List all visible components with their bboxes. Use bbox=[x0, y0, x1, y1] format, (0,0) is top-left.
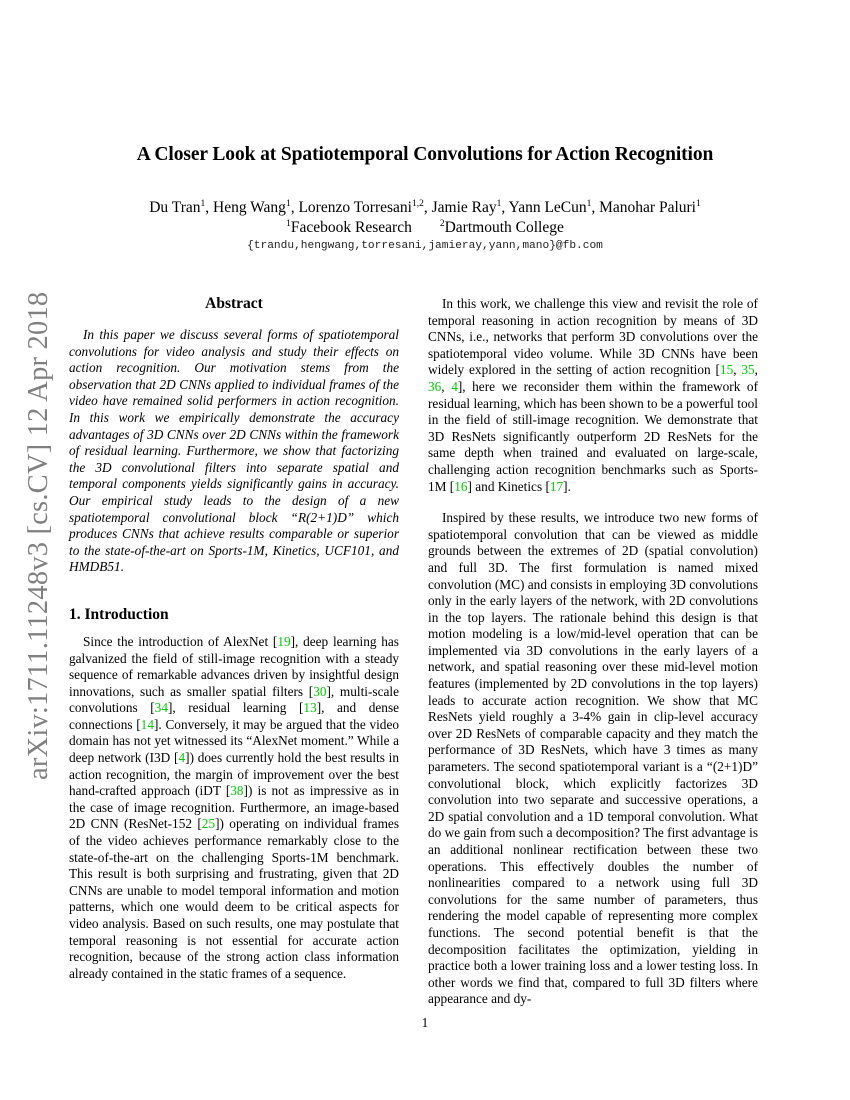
author-affil-mark: 1 bbox=[496, 199, 502, 209]
paper-title: A Closer Look at Spatiotemporal Convolutions for Action Recognition bbox=[136, 144, 714, 165]
left-column bbox=[69, 295, 399, 982]
author-affil-mark: 1 bbox=[696, 199, 701, 209]
citation-link[interactable]: 13 bbox=[303, 700, 317, 716]
author-affil-mark: 1 bbox=[200, 199, 206, 209]
citation-link[interactable]: 25 bbox=[201, 816, 216, 832]
author: Du Tran bbox=[149, 199, 201, 216]
affiliation: Dartmouth College bbox=[444, 219, 564, 236]
citation-link[interactable]: 4 bbox=[451, 378, 458, 394]
citation-link[interactable]: 30 bbox=[313, 683, 327, 699]
author-affil-mark: 1,2 bbox=[411, 199, 424, 209]
affiliation: Facebook Research bbox=[290, 219, 412, 236]
citation-link[interactable]: 14 bbox=[140, 716, 154, 732]
intro-paragraph: Since the introduction of AlexNet [19], deep learning has galvanized the field of still-image recognition with a steady sequence of remarkable advances driven by insightful design innovations, such as smaller spatial filters [30], multi-scale convolutions [34], residual learning [13], and dense connections [14]. Conversely, it may be argued that the video domain has not yet witnessed its “AlexNet moment.” While a deep network (I3D [4]) does currently hold the best results in action recognition, the margin of improvement over the best hand-crafted approach (iDT [38]) is not as impressive as in the case of image recognition. Furthermore, an image-based 2D CNN (ResNet-152 [25]) operating on individual frames of the video achieves performance remarkably close to the state-of-the-art on the challenging Sports-1M benchmark. This result is both surprising and frustrating, given that 2D CNNs are unable to model temporal information and motion patterns, which one would deem to be critical aspects for video analysis. Based on such results, one may postulate that temporal reasoning is not essential for accurate action recognition, because of the strong action class information already contained in the static frames of a sequence. bbox=[69, 633, 400, 981]
author-emails: {trandu,hengwang,torresani,jamieray,yann,mano}@fb.com bbox=[247, 240, 603, 252]
arxiv-identifier-stamp: arXiv:1711.11248v3 [cs.CV] 12 Apr 2018 bbox=[23, 291, 54, 780]
citation-link[interactable]: 17 bbox=[549, 478, 564, 494]
citation-link[interactable]: 15 bbox=[719, 362, 734, 378]
section-heading-introduction: 1. Introduction bbox=[69, 605, 169, 623]
citation-link[interactable]: 34 bbox=[154, 700, 168, 716]
author-affil-mark: 1 bbox=[285, 199, 291, 209]
citation-link[interactable]: 35 bbox=[741, 362, 755, 378]
right-column bbox=[428, 296, 758, 1008]
citation-link[interactable]: 4 bbox=[178, 750, 186, 766]
citation-link[interactable]: 19 bbox=[277, 633, 291, 649]
author-affil-mark: 1 bbox=[586, 199, 592, 209]
author: Lorenzo Torresani bbox=[298, 199, 412, 216]
author: Heng Wang bbox=[213, 199, 286, 216]
affil-mark: 1 bbox=[286, 219, 291, 229]
citation-link[interactable]: 16 bbox=[454, 478, 468, 494]
author: Jamie Ray bbox=[431, 199, 497, 216]
author: Yann LeCun bbox=[508, 199, 587, 216]
citation-link[interactable]: 38 bbox=[230, 783, 244, 799]
intro-paragraph: In this work, we challenge this view and revisit the role of temporal reasoning in action recognition by means of 3D CNNs, i.e., networks that perform 3D convolutions over the spatiotemporal video volume. While 3D CNNs have been widely explored in the setting of action recognition [15, 35, 36, 4], here we reconsider them within the framework of residual learning, which has been shown to be a powerful tool in the field of still-image recognition. We demonstrate that 3D ResNets significantly outperform 2D ResNets for the same depth when trained and evaluated on large-scale, challenging action recognition benchmarks such as Sports-1M [16] and Kinetics [17]. bbox=[428, 296, 759, 494]
intro-paragraph: Inspired by these results, we introduce two new forms of spatiotemporal convolution that can be viewed as middle grounds between the extremes of 2D (spatial convolution) and full 3D. The first formulation is named mixed convolution (MC) and consists in employing 3D convolutions only in the early layers of the network, with 2D convolutions in the top layers. The rationale behind this design is that motion modeling is a low/mid-level operation that can be implemented via 3D convolutions in the early layers of a network, and spatial reasoning over these mid-level motion features (implemented by 2D convolutions in the top layers) leads to accurate action recognition. We show that MC ResNets yield roughly a 3-4% gain in clip-level accuracy over 2D ResNets of comparable capacity and they match the performance of 3D ResNets, which have 3 times as many parameters. The second spatiotemporal variant is a “(2+1)D” convolutional block, which explicitly factorizes 3D convolution into two separate and successive operations, a 2D spatial convolution and a 1D temporal convolution. What do we gain from such a decomposition? The first advantage is an additional nonlinear rectification between these two operations. This effectively doubles the number of nonlinearities compared to a network using full 3D convolutions for the same number of parameters, thus rendering the model capable of representing more complex functions. The second potential benefit is that the decomposition facilitates the optimization, yielding in practice both a lower training loss and a lower testing loss. In other words we find that, compared to full 3D filters where appearance and dy- bbox=[428, 510, 758, 1007]
affil-mark: 2 bbox=[439, 219, 445, 229]
citation-link[interactable]: 36 bbox=[428, 378, 442, 394]
author-list: Du Tran$^1$, Heng Wang$^1$, Lorenzo Torresani$^{1,2}$, Jamie Ray$^1$, Yann LeCun$^1$, Manohar Paluri$^1$ bbox=[149, 199, 701, 216]
author: Manohar Paluri bbox=[599, 199, 696, 216]
affiliation-list bbox=[0, 218, 850, 238]
abstract-heading: Abstract bbox=[205, 295, 263, 312]
abstract-text: In this paper we discuss several forms of spatiotemporal convolutions for video analysis and study their effects on action recognition. Our motivation stems from the observation that 2D CNNs applied to individual frames of the video have remained solid performers in action recognition. In this work we empirically demonstrate the accuracy advantages of 3D CNNs over 2D CNNs within the framework of residual learning. Furthermore, we show that factorizing the 3D convolutional filters into separate spatial and temporal components yields significantly gains in accuracy. Our empirical study leads to the design of a new spatiotemporal convolutional block “R(2+1)D” which produces CNNs that achieve results comparable or superior to the state-of-the-art on Sports-1M, Kinetics, UCF101, and HMDB51. bbox=[69, 327, 399, 575]
page-number: 1 bbox=[421, 1015, 429, 1030]
